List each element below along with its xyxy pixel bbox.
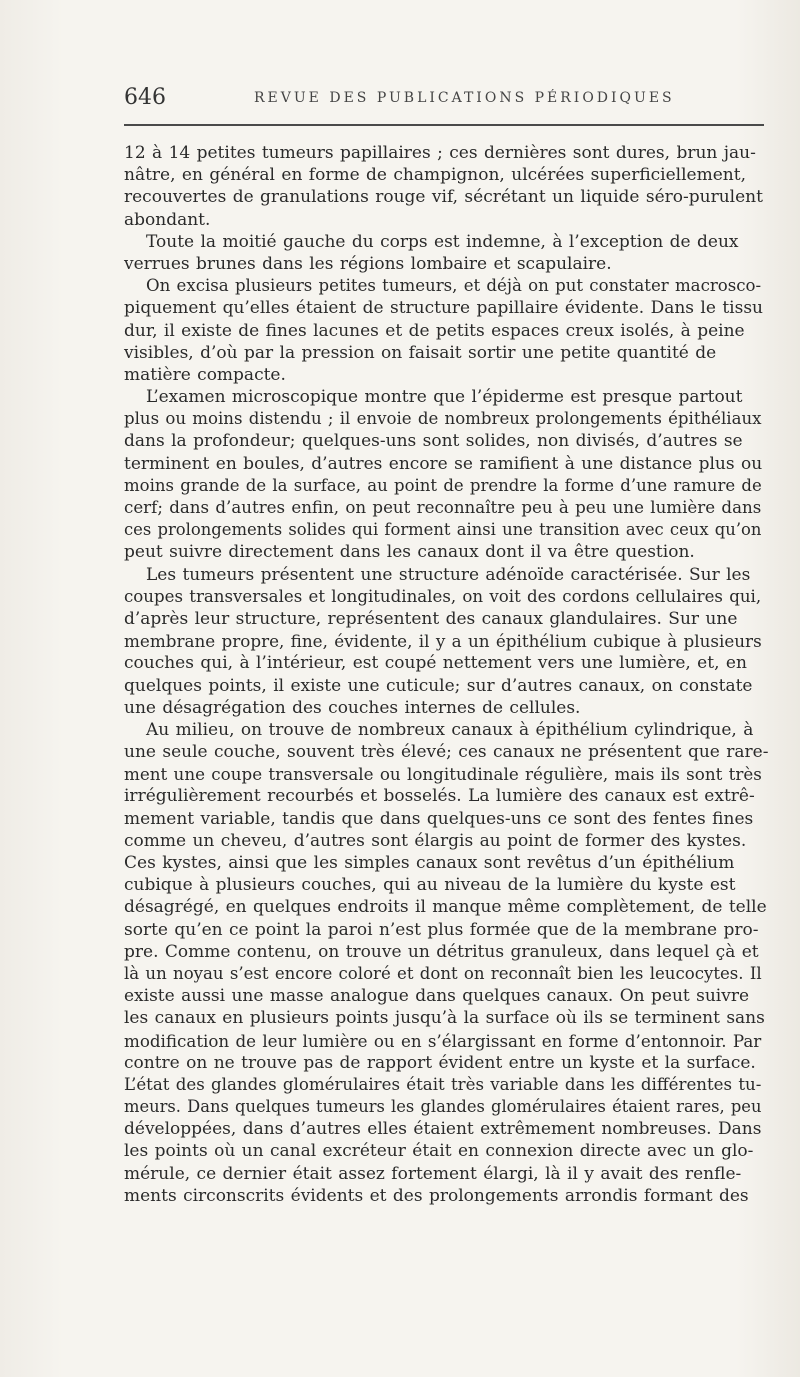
text-line: matière compacte.: [124, 364, 286, 385]
text-line: dans la profondeur; quelques-uns sont solides, non divisés, d’autres se: [124, 431, 743, 452]
text-line: existe aussi une masse analogue dans quelques canaux. On peut suivre: [124, 986, 750, 1007]
header-rule: [124, 124, 764, 126]
text-line: comme un cheveu, d’autres sont élargis au point de former des kystes.: [124, 830, 747, 851]
text-line: une désagrégation des couches internes de cellules.: [124, 697, 581, 718]
text-line: L’examen microscopique montre que l’épiderme est presque partout: [146, 387, 743, 408]
text-line: peut suivre directement dans les canaux dont il va être question.: [124, 542, 695, 563]
text-line: [124, 1207, 768, 1229]
text-line: ment une coupe transversale ou longitudinale régulière, mais ils sont très: [124, 764, 762, 785]
text-line: dur, il existe de fines lacunes et de petits espaces creux isolés, à peine: [124, 320, 745, 341]
text-line: Au milieu, on trouve de nombreux canaux à épithélium cylindrique, à: [146, 719, 754, 740]
text-line: les points où un canal excréteur était en connexion directe avec un glo-: [124, 1141, 754, 1162]
text-line: terminent en boules, d’autres encore se ramifient à une distance plus ou: [124, 453, 763, 474]
text-line: Les tumeurs présentent une structure adénoïde caractérisée. Sur les: [146, 564, 751, 585]
page-header: [124, 84, 764, 112]
text-line: plus ou moins distendu ; il envoie de nombreux prolongements épithéliaux: [124, 409, 762, 429]
text-line: cerf; dans d’autres enfin, on peut reconnaître peu à peu une lumière dans: [124, 498, 762, 517]
text-line: développées, dans d’autres elles étaient extrêmement nombreuses. Dans: [124, 1119, 762, 1140]
text-line: moins grande de la surface, au point de prendre la forme d’une ramure de: [124, 475, 762, 495]
text-line: On excisa plusieurs petites tumeurs, et déjà on put constater macrosco-: [146, 276, 762, 296]
text-line: quelques points, il existe une cuticule; sur d’autres canaux, on constate: [124, 675, 753, 696]
text-line: couches qui, à l’intérieur, est coupé nettement vers une lumière, et, en: [124, 653, 747, 674]
text-line: meurs. Dans quelques tumeurs les glandes glomérulaires étaient rares, peu: [124, 1097, 762, 1117]
text-line: mérule, ce dernier était assez fortement élargi, là il y avait des renfle-: [124, 1163, 742, 1184]
text-line: ments circonscrits évidents et des prolongements arrondis formant des: [124, 1185, 749, 1206]
text-line: désagrégé, en quelques endroits il manque même complètement, de telle: [124, 897, 767, 918]
text-line: mement variable, tandis que dans quelques-uns ce sont des fentes fines: [124, 808, 754, 829]
text-line: nâtre, en général en forme de champignon, ulcérées superficiellement,: [124, 165, 746, 186]
text-line: piquement qu’elles étaient de structure papillaire évidente. Dans le tissu: [124, 298, 763, 319]
text-line: verrues brunes dans les régions lombaire et scapulaire.: [124, 253, 612, 274]
text-line: irrégulièrement recourbés et bosselés. La lumière des canaux est extrê-: [124, 786, 755, 807]
text-line: visibles, d’où par la pression on faisait sortir une petite quantité de: [124, 342, 717, 363]
text-line: membrane propre, fine, évidente, il y a un épithélium cubique à plusieurs: [124, 631, 762, 652]
body-text: [124, 142, 768, 1229]
text-line: coupes transversales et longitudinales, on voit des cordons cellulaires qui,: [124, 586, 762, 606]
text-line: une seule couche, souvent très élevé; ces canaux ne présentent que rare-: [124, 742, 769, 763]
text-line: abondant.: [124, 209, 211, 230]
text-line: les canaux en plusieurs points jusqu’à la surface où ils se terminent sans: [124, 1008, 765, 1029]
text-line: ces prolongements solides qui forment ainsi une transition avec ceux qu’on: [124, 520, 762, 540]
text-line: contre on ne trouve pas de rapport évident entre un kyste et la surface.: [124, 1052, 756, 1073]
text-line: cubique à plusieurs couches, qui au niveau de la lumière du kyste est: [124, 875, 736, 896]
page-number: 646: [124, 85, 166, 110]
text-line: 12 à 14 petites tumeurs papillaires ; ces dernières sont dures, brun jau-: [124, 143, 756, 163]
text-line: d’après leur structure, représentent des canaux glandulaires. Sur une: [124, 608, 738, 629]
text-line: sorte qu’en ce point la paroi n’est plus formée que de la membrane pro-: [124, 919, 759, 940]
text-line: pre. Comme contenu, on trouve un détritus granuleux, dans lequel çà et: [124, 941, 759, 962]
text-line: modification de leur lumière ou en s’élargissant en forme d’entonnoir. Par: [124, 1030, 762, 1051]
running-head: REVUE DES PUBLICATIONS PÉRIODIQUES: [254, 90, 675, 106]
text-line: Ces kystes, ainsi que les simples canaux sont revêtus d’un épithélium: [124, 853, 735, 873]
text-line: recouvertes de granulations rouge vif, sécrétant un liquide séro-purulent: [124, 187, 763, 208]
text-line: Toute la moitié gauche du corps est indemne, à l’exception de deux: [146, 231, 739, 252]
text-line: là un noyau s’est encore coloré et dont on reconnaît bien les leucocytes. Il: [124, 963, 762, 983]
text-line: L’état des glandes glomérulaires était très variable dans les différentes tu-: [124, 1074, 762, 1094]
